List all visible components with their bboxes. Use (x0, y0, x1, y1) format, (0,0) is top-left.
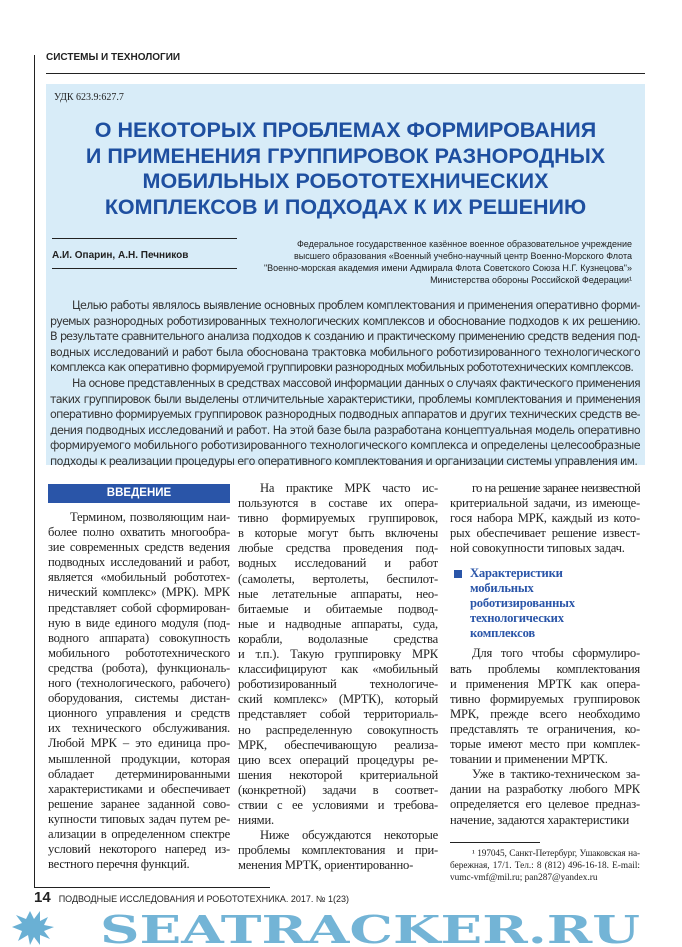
text-line: менения МРТК, ориентированно- (238, 858, 414, 873)
text-line: мышленной продукции, которая (48, 751, 230, 766)
watermark-text: SEATRACKER.RU (100, 907, 640, 947)
text-line: купности типовых задач путем ре- (48, 811, 230, 826)
abstract (50, 298, 640, 470)
article-title (46, 118, 645, 220)
text-line: Ниже обсуждаются некоторые (260, 828, 438, 843)
subheading-line: технологических (470, 611, 564, 626)
title-line: И ПРИМЕНЕНИЯ ГРУППИРОВОК РАЗНОРОДНЫХ (85, 143, 606, 168)
text-line: мобильного робототехнического (48, 645, 230, 660)
text-line: любые средства проведения под- (238, 541, 438, 556)
page-footer (34, 889, 349, 906)
text-line: ализации в определенном спектре (48, 826, 230, 841)
text-line: водных исследований и работ (238, 556, 438, 571)
text-line: подходы к реализации процедуры его оперативного комплектования и организации системы управления им. (50, 454, 638, 468)
text-line: проблемы комплектования и при- (238, 843, 438, 858)
text-line: условий некоторого наперед из- (48, 842, 230, 857)
text-line: средства (робота), функциональ- (48, 660, 230, 675)
subheading-line: роботизированных (470, 596, 575, 611)
subheading-line: Характеристики (470, 566, 563, 581)
text-line: товании и применении МРТК. (450, 752, 608, 767)
text-line: классифицируют как «мобильный (238, 662, 438, 677)
watermark-logo (0, 907, 682, 947)
text-line: начение, задаются характеристики (450, 812, 630, 827)
column-3-bottom (450, 646, 640, 827)
affiliation-line: высшего образования «Военный учебно-научный центр Военно-Морского Флота (293, 251, 632, 261)
text-line: дании на разработку любого МРК (450, 782, 640, 797)
journal-name: ПОДВОДНЫЕ ИССЛЕДОВАНИЯ И РОБОТОТЕХНИКА. 2017. № 1(23) (58, 894, 350, 904)
text-line: цию всех операций процедуры ре- (238, 752, 438, 767)
text-line: Для того чтобы сформулиро- (472, 646, 640, 661)
text-line: в которые могут быть включены (238, 526, 438, 541)
text-line: ствии с ее условиями и требова- (238, 797, 438, 812)
text-line: На основе представленных в средствах массовой информации данных о случаях фактического применения (72, 376, 640, 390)
text-line: дения подводных исследований и работ. На этой базе была разработана концептуальная модель оперативно (50, 423, 640, 437)
text-line: подводных исследований и работ, (48, 555, 230, 570)
column-1 (48, 510, 230, 872)
text-line: и т.п.). Такую группировку МРК (238, 647, 438, 662)
authors-rule-bottom (52, 268, 237, 269)
square-bullet-icon (454, 570, 462, 578)
authors: А.И. Опарин, А.Н. Печников (52, 250, 189, 261)
title-line: КОМПЛЕКСОВ И ПОДХОДАХ К ИХ РЕШЕНИЮ (104, 194, 587, 219)
text-line: оперативно формируемых группировок разнородных подводных аппаратов и других технических средств ве- (50, 408, 640, 422)
affiliation-line: "Военно-морская академия имени Адмирала Флота Советского Союза Н.Г. Кузнецова"» (263, 263, 632, 273)
text-line: представляет собой сформирован- (48, 600, 230, 615)
text-line: формируемого мобильного роботизированного технологического комплекса и определены целесообразные (50, 439, 640, 453)
affiliation-line: Министерства обороны Российской Федерации¹ (430, 275, 632, 285)
text-line: ционного управления и средств (48, 706, 230, 721)
text-line: водного аппарата) совокупность (48, 630, 230, 645)
section-header: СИСТЕМЫ И ТЕХНОЛОГИИ (46, 52, 181, 63)
footnote-line: vumc-vmf@mil.ru; pan287@yandex.ru (450, 873, 598, 883)
text-line: вестного перечня функций. (48, 857, 190, 872)
bottom-border-line (34, 887, 270, 888)
text-line: водных исследований и работ была обоснована трактовка мобильного роботизированного технологического (50, 345, 640, 359)
text-line: ский комплекс» (МРТК), который (238, 692, 438, 707)
text-line: Целью работы являлось выявление основных проблем комплектования и применения оперативно форми- (72, 299, 640, 312)
text-line: На практике МРК часто ис- (260, 481, 438, 495)
text-line: го на решение заранее неизвестной (472, 481, 640, 495)
text-line: и применения МРТК как опера- (450, 676, 640, 691)
text-line: оборудования, системы дистан- (48, 691, 230, 706)
column-3-top (450, 481, 640, 556)
text-line: комплекса как оперативно формируемой группировки разнородных мобильных робототехнических комплексов. (50, 361, 634, 375)
text-line: таких группировок были выделены отличительные характеристики, проблемы комплектования и применения (50, 392, 640, 406)
udk-code: УДК 623.9:627.7 (54, 92, 124, 103)
footnote-line: ¹ 197045, Санкт-Петербург, Ушаковская на- (472, 849, 640, 859)
subheading-line: мобильных (470, 581, 534, 596)
text-line: представлять те ограничения, ко- (450, 721, 640, 736)
text-line: (самолеты, вертолеты, беспилот- (238, 571, 438, 586)
text-line: их технического обслуживания. (48, 721, 230, 736)
text-line: ные и надводные аппараты, суда, (238, 616, 438, 631)
text-line: является «мобильный робототех- (48, 570, 230, 585)
text-line: Термином, позволяющим наи- (70, 510, 230, 524)
text-line: ниями. (238, 813, 274, 828)
page-number: 14 (34, 889, 51, 906)
authors-rule-top (52, 238, 237, 239)
affiliation-line: Федеральное государственное казённое военное образовательное учреждение (296, 239, 632, 249)
text-line: МРК, обеспечивающую реализа- (238, 737, 438, 752)
footnote-rule (450, 842, 540, 843)
text-line: зие современных средств ведения (48, 540, 230, 555)
text-line: торые имеют место при комплек- (450, 737, 640, 752)
text-line: нический комплекс» (МРК). МРК (48, 585, 230, 600)
text-line: рых обеспечивает решение извест- (450, 526, 640, 541)
column-2 (238, 481, 438, 873)
text-line: тивно формируемых группировок (450, 691, 640, 706)
text-line: ную в виде единого модуля (под- (48, 615, 230, 630)
starburst-icon (12, 911, 54, 945)
text-line: определяется его целевое предназ- (450, 797, 640, 812)
text-line: (конкретной) задачи в соответ- (238, 782, 438, 797)
text-line: битаемые и обитаемые подвод- (238, 601, 438, 616)
introduction-heading: ВВЕДЕНИЕ (48, 484, 230, 503)
text-line: гося набора МРК, каждый из кото- (450, 511, 640, 526)
text-line: корабли, водолазные средства (238, 631, 438, 646)
affiliation (212, 238, 632, 286)
text-line: вать проблемы комплектования (450, 661, 640, 676)
text-line: МРК, прежде всего необходимо (450, 706, 640, 721)
text-line: ного (технологического, рабочего) (48, 676, 230, 691)
text-line: критериальной задачи, из имеюще- (450, 496, 640, 511)
text-line: решение заранее заданной сово- (48, 796, 230, 811)
text-line: тивно формируемых группировок, (238, 511, 438, 526)
header-rule (46, 73, 645, 74)
subheading (450, 566, 640, 641)
footnote-line: бережная, 17/1. Тел.: 8 (812) 496-16-18. E-mail: (450, 861, 640, 871)
text-line: ные летательные аппараты, нео- (238, 586, 438, 601)
text-line: шения некоторой критериальной (238, 767, 438, 782)
text-line: ной совокупности типовых задач. (450, 541, 625, 556)
text-line: Уже в тактико-техническом за- (472, 767, 640, 782)
text-line: более полно охватить многообра- (48, 525, 230, 540)
footnote (450, 848, 640, 884)
text-line: пользуются в составе их опера- (238, 496, 438, 511)
column-3 (450, 481, 640, 828)
text-line: Любой МРК – это единица про- (48, 736, 230, 751)
text-line: характеристиками и обеспечивает (48, 781, 230, 796)
text-line: В результате сравнительного анализа подходов к созданию и практическому применению средств ведения под- (50, 330, 640, 344)
title-line: О НЕКОТОРЫХ ПРОБЛЕМАХ ФОРМИРОВАНИЯ (94, 118, 597, 142)
text-line: но распределенную совокупность (238, 722, 438, 737)
text-line: руемых разнородных роботизированных технологических комплексов и обоснование подходов к их решению. (50, 314, 640, 328)
subheading-line: комплексов (470, 626, 535, 641)
text-line: роботизированный технологиче- (238, 677, 438, 692)
left-border-line (34, 55, 35, 887)
text-line: обладает детерминированными (48, 766, 230, 781)
text-line: представляет собой территориаль- (238, 707, 438, 722)
title-line: МОБИЛЬНЫХ РОБОТОТЕХНИЧЕСКИХ (142, 169, 549, 193)
